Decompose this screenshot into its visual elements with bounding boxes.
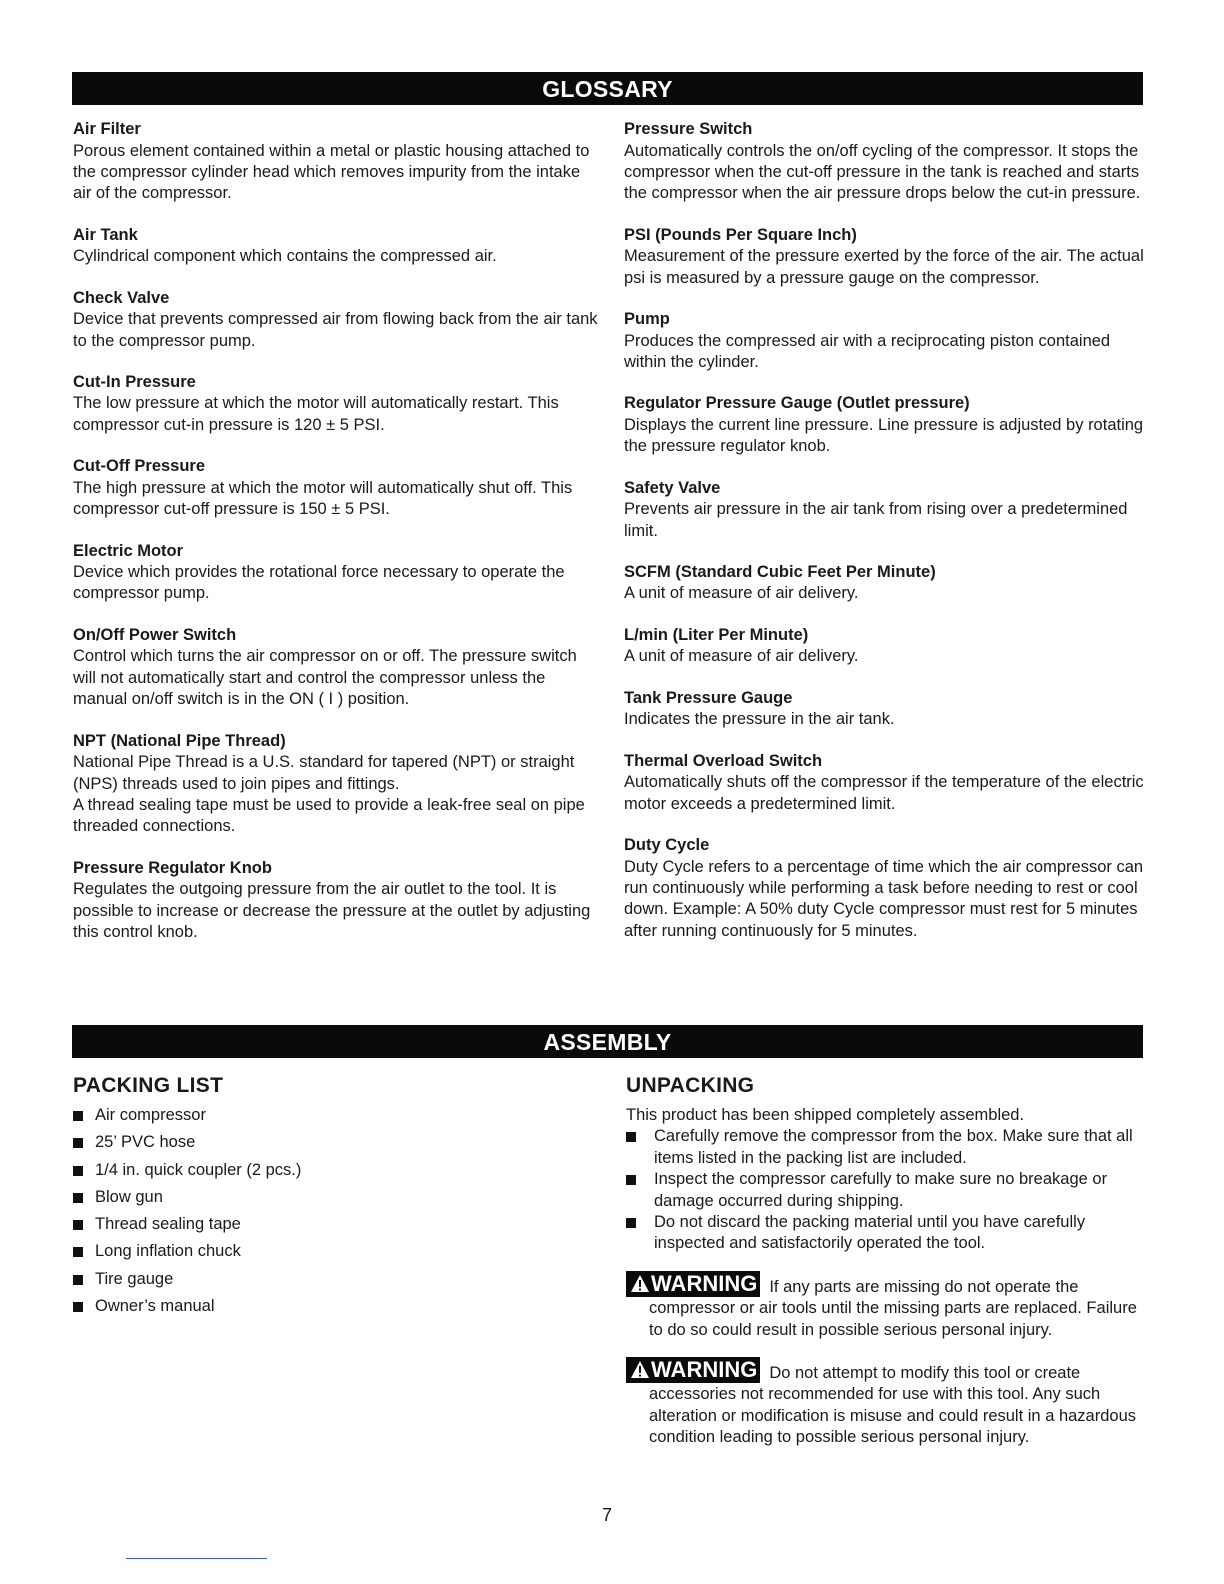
glossary-entry [624,309,1149,373]
warning-badge [626,1357,760,1383]
glossary-entry [624,835,1149,942]
glossary-entry [73,625,598,711]
packing-list-item: Long inflation chuck [73,1241,593,1262]
assembly-heading: ASSEMBLY [72,1025,1143,1058]
page-number: 7 [601,1505,612,1525]
glossary-term: On/Off Power Switch [73,625,237,644]
glossary-definition: Control which turns the air compressor on or off. The pressure switch will not automatically start and control the compressor unless the manual on/off switch is in the ON ( I ) position. [73,647,577,709]
glossary-definition: A unit of measure of air delivery. [624,584,859,603]
glossary-term: Air Filter [73,120,141,138]
glossary-entry [73,372,598,436]
glossary-definition: Porous element contained within a metal or plastic housing attached to the compressor cylinder head which removes impurity from the intake air of the compressor. [73,141,590,203]
glossary-term: Air Tank [73,225,138,244]
glossary-entry [73,731,598,838]
glossary-definition: Device that prevents compressed air from flowing back from the air tank to the compressor pump. [73,310,598,350]
footer-rule [126,1558,267,1559]
warning-badge [626,1271,760,1297]
glossary-entry [624,625,1149,668]
packing-list-item: Blow gun [73,1187,593,1208]
glossary-entry [624,751,1149,815]
packing-list-item: 1/4 in. quick coupler (2 pcs.) [73,1160,593,1181]
glossary-definition: Produces the compressed air with a reciprocating piston contained within the cylinder. [624,331,1111,371]
glossary-definition: Prevents air pressure in the air tank from rising over a predetermined limit. [624,500,1128,540]
packing-list-title: PACKING LIST [73,1074,224,1097]
glossary-definition: Regulates the outgoing pressure from the air outlet to the tool. It is possible to increase or decrease the pressure at the outlet by adjusting this control knob. [73,880,591,942]
glossary-entry [73,456,598,520]
glossary-entry [73,288,598,352]
warning-modify-tool [626,1357,1146,1449]
packing-list-item: Thread sealing tape [73,1214,593,1235]
glossary-definition: A unit of measure of air delivery. [624,647,859,666]
unpacking-title: UNPACKING [626,1074,755,1097]
glossary-term: NPT (National Pipe Thread) [73,731,286,750]
packing-list-item: 25’ PVC hose [73,1132,593,1153]
warning-label: WARNING [651,1357,758,1383]
glossary-term: Duty Cycle [624,836,710,854]
unpacking-section [626,1073,1146,1449]
glossary-definition: Indicates the pressure in the air tank. [624,710,895,729]
packing-list-item: Owner’s manual [73,1296,593,1317]
glossary-term: Tank Pressure Gauge [624,688,793,707]
glossary-term: Pump [624,310,670,329]
glossary-definition: Duty Cycle refers to a percentage of time which the air compressor can run continuously while performing a task before needing to rest or cool down. Example: A 50% duty Cycle compressor must rest for 5 minutes after running continuously for 5 minutes. [624,857,1144,940]
glossary-definition: Cylindrical component which contains the compressed air. [73,247,497,266]
glossary-entry [624,393,1149,457]
unpacking-steps [626,1126,1146,1254]
glossary-term: SCFM (Standard Cubic Feet Per Minute) [624,562,936,581]
warning-triangle-icon [630,1274,650,1293]
glossary-definition: Device which provides the rotational force necessary to operate the compressor pump. [73,563,565,603]
glossary-term: Cut-Off Pressure [73,457,206,476]
glossary-entry [624,688,1149,731]
glossary-term: Check Valve [73,288,170,307]
glossary-definition: Measurement of the pressure exerted by the force of the air. The actual psi is measured by a pressure gauge on the compressor. [624,247,1144,287]
unpacking-intro: This product has been shipped completely assembled. [626,1106,1025,1124]
warning-text: If any parts are missing do not operate the compressor or air tools until the missing parts are replaced. Failure to do so could result in possible serious personal injury. [649,1277,1137,1339]
glossary-term: Regulator Pressure Gauge (Outlet pressure) [624,394,970,413]
glossary-right-column [624,119,1149,962]
packing-list-item: Air compressor [73,1105,593,1126]
glossary-term: Thermal Overload Switch [624,751,823,770]
glossary-definition: The low pressure at which the motor will automatically restart. This compressor cut-in pressure is 120 ± 5 PSI. [73,394,559,434]
packing-list-section [73,1073,593,1323]
packing-list-item: Tire gauge [73,1269,593,1290]
glossary-definition: The high pressure at which the motor will automatically shut off. This compressor cut-off pressure is 150 ± 5 PSI. [73,478,573,519]
warning-triangle-icon [630,1360,650,1379]
glossary-definition-note: A thread sealing tape must be used to provide a leak-free seal on pipe threaded connections. [73,795,585,836]
glossary-definition: Automatically shuts off the compressor if the temperature of the electric motor exceeds a predetermined limit. [624,773,1144,813]
glossary-entry [624,562,1149,605]
glossary-definition: National Pipe Thread is a U.S. standard for tapered (NPT) or straight (NPS) threads used to join pipes and fittings. [73,753,575,793]
warning-label: WARNING [651,1270,758,1296]
glossary-entry [73,225,598,268]
warning-text: Do not attempt to modify this tool or create accessories not recommended for use with this tool. Any such alteration or modification is misuse and could result in a hazardous condition leading to possible serious personal injury. [649,1364,1137,1447]
packing-list [73,1105,593,1317]
glossary-term: Pressure Regulator Knob [73,858,272,877]
glossary-definition: Displays the current line pressure. Line pressure is adjusted by rotating the pressure regulator knob. [624,415,1144,456]
glossary-heading: GLOSSARY [72,72,1143,105]
glossary-term: Cut-In Pressure [73,372,196,391]
glossary-entry [73,858,598,944]
glossary-entry [624,478,1149,542]
unpacking-step: Carefully remove the compressor from the box. Make sure that all items listed in the packing list are included. [626,1126,1146,1169]
warning-missing-parts [626,1271,1146,1341]
unpacking-step: Do not discard the packing material until you have carefully inspected and satisfactorily operated the tool. [626,1212,1146,1255]
glossary-entry [624,225,1149,289]
glossary-entry [73,541,598,605]
glossary-term: PSI (Pounds Per Square Inch) [624,225,857,244]
glossary-term: Pressure Switch [624,120,753,138]
glossary-entry [73,119,598,205]
glossary-definition: Automatically controls the on/off cycling of the compressor. It stops the compressor when the cut-off pressure in the tank is reached and starts the compressor when the air pressure drops below the cut-in pressure. [624,141,1141,203]
unpacking-step: Inspect the compressor carefully to make sure no breakage or damage occurred during shipping. [626,1169,1146,1212]
glossary-term: Electric Motor [73,541,184,560]
glossary-entry [624,119,1149,205]
glossary-term: L/min (Liter Per Minute) [624,625,809,644]
glossary-left-column [73,119,598,963]
glossary-term: Safety Valve [624,478,721,497]
